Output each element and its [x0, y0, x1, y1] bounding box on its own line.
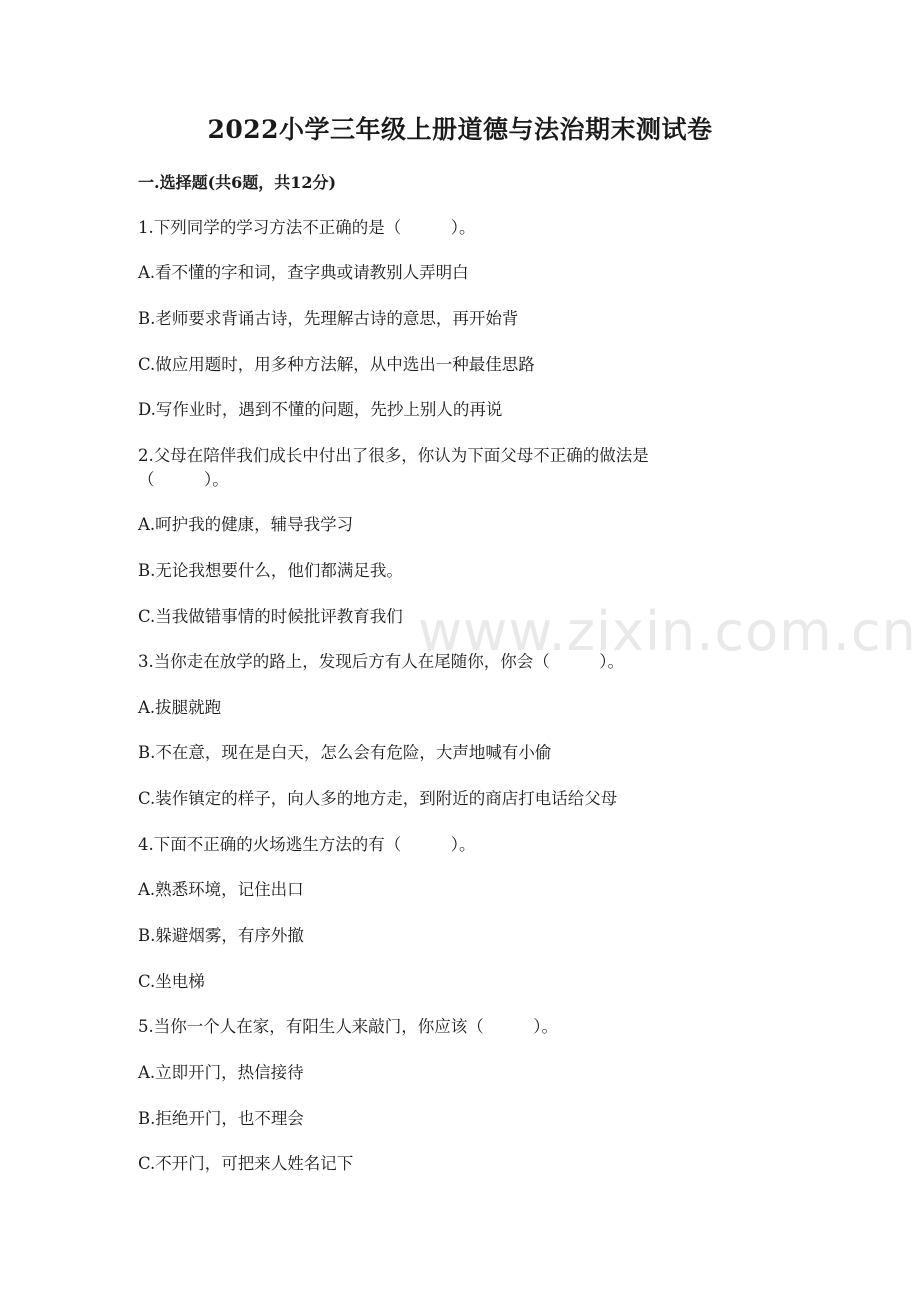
question-1-stem: 1.下列同学的学习方法不正确的是（ ）。 — [138, 218, 476, 237]
question-5-stem: 5.当你一个人在家，有阳生人来敲门，你应该（ ）。 — [138, 1017, 558, 1036]
question-5-option-b: B.拒绝开门，也不理会 — [138, 1109, 304, 1128]
question-1-option-c: C.做应用题时，用多种方法解，从中选出一种最佳思路 — [138, 355, 535, 374]
question-2-stem-continued: （ ）。 — [138, 470, 229, 489]
question-5-option-a: A.立即开门，热信接待 — [138, 1063, 304, 1082]
question-4-stem: 4.下面不正确的火场逃生方法的有（ ）。 — [138, 835, 476, 854]
page-title: 2022小学三年级上册道德与法治期末测试卷 — [207, 115, 713, 144]
question-1-option-d: D.写作业时，遇到不懂的问题，先抄上别人的再说 — [138, 400, 503, 419]
section-heading: 一.选择题(共6题，共12分) — [138, 173, 337, 192]
question-4-option-b: B.躲避烟雾，有序外撤 — [138, 926, 304, 945]
question-4-option-c: C.坐电梯 — [138, 972, 205, 991]
question-1-option-a: A.看不懂的字和词，查字典或请教别人弄明白 — [138, 263, 469, 282]
question-3-stem: 3.当你走在放学的路上，发现后方有人在尾随你，你会（ ）。 — [138, 652, 624, 671]
question-3-option-c: C.装作镇定的样子，向人多的地方走，到附近的商店打电话给父母 — [138, 789, 618, 808]
question-5-option-c: C.不开门，可把来人姓名记下 — [138, 1154, 354, 1173]
question-3-option-a: A.拔腿就跑 — [138, 698, 222, 717]
site-watermark: www.zixin.com.cn — [418, 600, 917, 663]
question-1-option-b: B.老师要求背诵古诗，先理解古诗的意思，再开始背 — [138, 309, 519, 328]
question-2-option-b: B.无论我想要什么，他们都满足我。 — [138, 561, 403, 580]
question-4-option-a: A.熟悉环境，记住出口 — [138, 880, 304, 899]
question-2-stem: 2.父母在陪伴我们成长中付出了很多，你认为下面父母不正确的做法是 — [138, 446, 649, 465]
question-2-option-c: C.当我做错事情的时候批评教育我们 — [138, 607, 403, 626]
question-3-option-b: B.不在意，现在是白天，怎么会有危险，大声地喊有小偷 — [138, 743, 552, 762]
question-2-option-a: A.呵护我的健康，辅导我学习 — [138, 515, 354, 534]
